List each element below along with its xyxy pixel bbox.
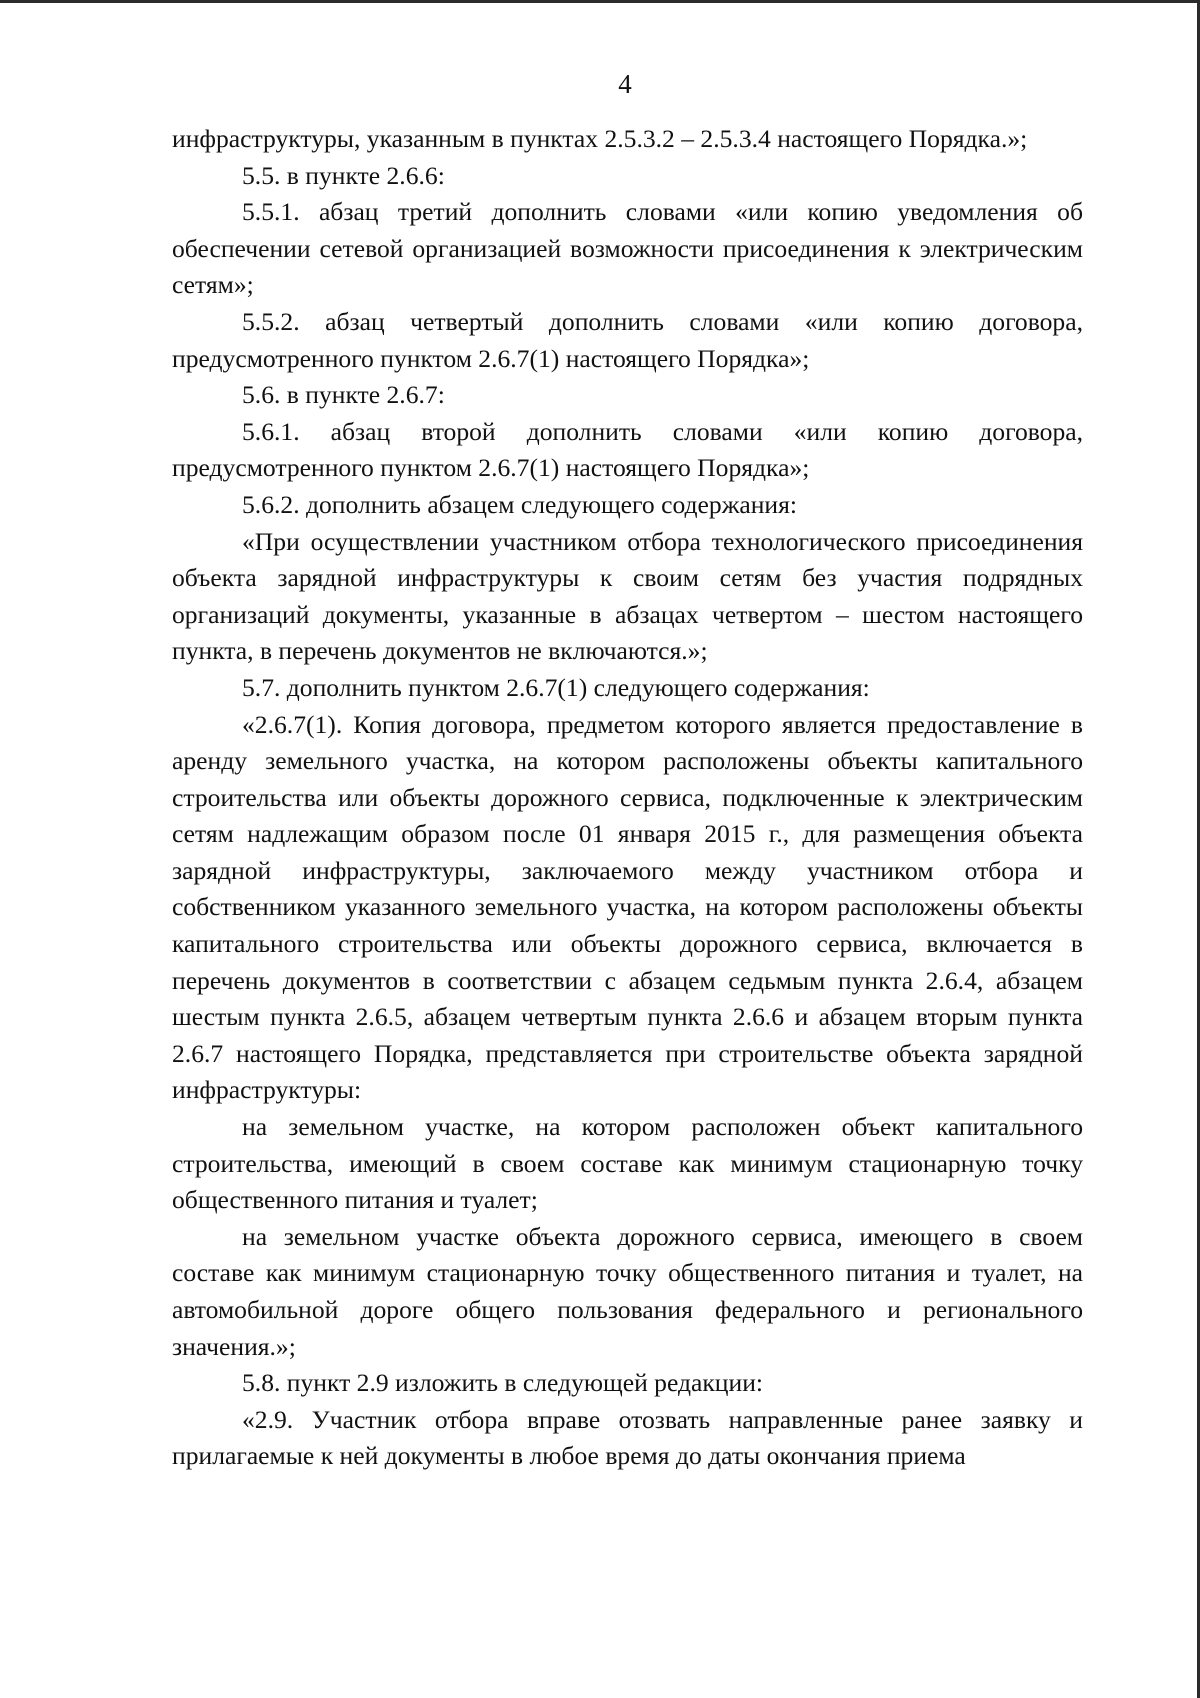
paragraph-5-5: 5.5. в пункте 2.6.6: [242,160,445,190]
paragraph-5-6-2: 5.6.2. дополнить абзацем следующего содержания: [242,489,798,519]
paragraph-5-6: 5.6. в пункте 2.6.7: [242,380,445,410]
paragraph-continuation: инфраструктуры, указанным в пунктах 2.5.3.2 – 2.5.3.4 настоящего Порядка.»; [172,124,1028,153]
paragraph-5-8: 5.8. пункт 2.9 изложить в следующей редакции: [242,1368,763,1398]
paragraph-5-7: 5.7. дополнить пунктом 2.6.7(1) следующего содержания: [242,672,870,702]
document-body [172,121,1083,1475]
page-number: 4 [618,69,632,99]
paragraph-2-9: «2.9. Участник отбора вправе отозвать направленные ранее заявку и прилагаемые к ней документы в любое время до даты окончания приема [172,1404,1083,1471]
paragraph-land-plot-road-service: на земельном участке объекта дорожного сервиса, имеющего в своем составе как минимум стационарную точку общественного питания и туалет, на автомобильной дороге общего пользования федерального и регионального значения.»; [172,1221,1083,1361]
paragraph-land-plot-capital: на земельном участке, на котором расположен объект капитального строительства, имеющий в своем составе как минимум стационарную точку общественного питания и туалет; [172,1112,1083,1215]
paragraph-5-5-1: 5.5.1. абзац третий дополнить словами «или копию уведомления об обеспечении сетевой организацией возможности присоединения к электрическим сетям»; [172,197,1083,300]
paragraph-2-6-7-1: «2.6.7(1). Копия договора, предметом которого является предоставление в аренду земельного участка, на котором расположены объекты капитального строительства или объекты дорожного сервиса, подключенные к электрическим сетям надлежащим образом после 01 января 2015 г., для размещения объекта зарядной инфраструктуры, заключаемого между участником отбора и собственником указанного земельного участка, на котором расположены объекты капитального строительства или объекты дорожного сервиса, включается в перечень документов в соответствии с абзацем седьмым пункта 2.6.4, абзацем шестым пункта 2.6.5, абзацем четвертым пункта 2.6.6 и абзацем вторым пункта 2.6.7 настоящего Порядка, представляется при строительстве объекта зарядной инфраструктуры: [172,709,1083,1105]
paragraph-quote-connection: «При осуществлении участником отбора технологического присоединения объекта зарядной инфраструктуры к своим сетям без участия подрядных организаций документы, указанные в абзацах четвертом – шестом настоящего пункта, в перечень документов не включаются.»; [172,526,1083,666]
paragraph-5-5-2: 5.5.2. абзац четвертый дополнить словами «или копию договора, предусмотренного пунктом 2.6.7(1) настоящего Порядка»; [172,306,1083,373]
paragraph-5-6-1: 5.6.1. абзац второй дополнить словами «или копию договора, предусмотренного пунктом 2.6.7(1) настоящего Порядка»; [172,416,1083,483]
page-top-edge [0,0,1200,3]
